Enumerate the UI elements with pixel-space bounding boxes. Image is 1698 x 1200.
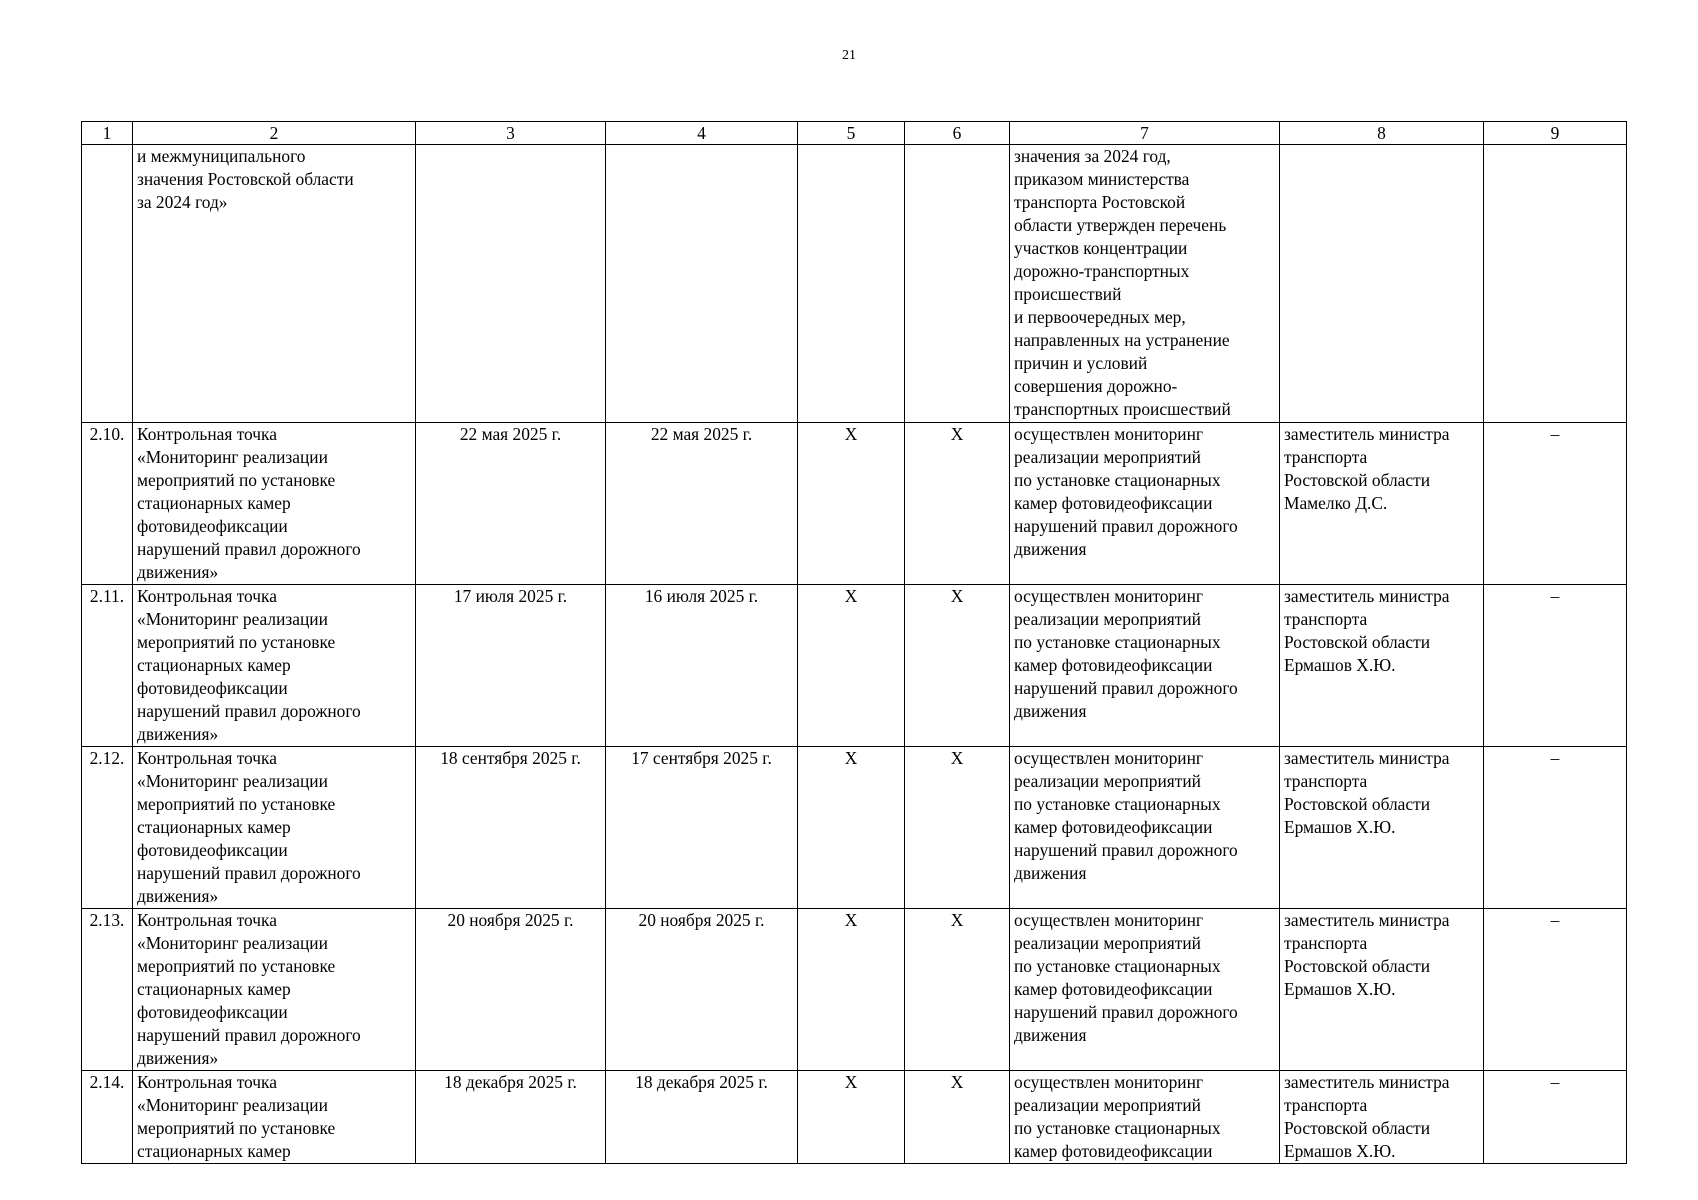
row-note: – (1484, 1071, 1627, 1164)
row-note: – (1484, 585, 1627, 747)
row-col6: Х (905, 423, 1010, 585)
row-result: осуществлен мониторинг реализации мероприятий по установке стационарных камер фотовидеофиксации (1010, 1071, 1280, 1164)
row-note: – (1484, 423, 1627, 585)
table-row (82, 145, 1627, 423)
row-actual-date: 22 мая 2025 г. (606, 423, 798, 585)
table-row (82, 1071, 1627, 1164)
page-number: 21 (842, 48, 856, 63)
row-actual-date: 20 ноября 2025 г. (606, 909, 798, 1071)
row-col6: Х (905, 585, 1010, 747)
column-header: 1 (82, 122, 133, 145)
table-row (82, 423, 1627, 585)
row-col5: Х (798, 909, 905, 1071)
row-planned-date (416, 145, 606, 423)
row-col6: Х (905, 1071, 1010, 1164)
row-col6: Х (905, 747, 1010, 909)
row-number (82, 145, 133, 423)
row-number: 2.13. (82, 909, 133, 1071)
column-header: 2 (133, 122, 416, 145)
row-planned-date: 20 ноября 2025 г. (416, 909, 606, 1071)
row-result: осуществлен мониторинг реализации мероприятий по установке стационарных камер фотовидеофиксации нарушений правил дорожного движения (1010, 585, 1280, 747)
table-row (82, 747, 1627, 909)
row-name: Контрольная точка «Мониторинг реализации мероприятий по установке стационарных камер фотовидеофиксации нарушений правил дорожного движения» (133, 909, 416, 1071)
table-row (82, 909, 1627, 1071)
row-col5: Х (798, 747, 905, 909)
row-number: 2.14. (82, 1071, 133, 1164)
row-number: 2.11. (82, 585, 133, 747)
row-actual-date: 18 декабря 2025 г. (606, 1071, 798, 1164)
row-result: осуществлен мониторинг реализации мероприятий по установке стационарных камер фотовидеофиксации нарушений правил дорожного движения (1010, 909, 1280, 1071)
row-actual-date: 16 июля 2025 г. (606, 585, 798, 747)
column-header: 6 (905, 122, 1010, 145)
row-number: 2.10. (82, 423, 133, 585)
row-note (1484, 145, 1627, 423)
row-result: значения за 2024 год, приказом министерства транспорта Ростовской области утвержден перечень участков концентрации дорожно-транспортных происшествий и первоочередных мер, направленных на устранение причин и условий совершения дорожно- транспортных происшествий (1010, 145, 1280, 423)
row-col5: Х (798, 1071, 905, 1164)
row-name: Контрольная точка «Мониторинг реализации мероприятий по установке стационарных камер фотовидеофиксации нарушений правил дорожного движения» (133, 747, 416, 909)
column-header: 4 (606, 122, 798, 145)
row-note: – (1484, 747, 1627, 909)
table-header-row (82, 122, 1627, 145)
row-col5: Х (798, 423, 905, 585)
table-row (82, 585, 1627, 747)
row-actual-date: 17 сентября 2025 г. (606, 747, 798, 909)
row-col6: Х (905, 909, 1010, 1071)
row-responsible (1280, 145, 1484, 423)
row-planned-date: 17 июля 2025 г. (416, 585, 606, 747)
row-planned-date: 18 декабря 2025 г. (416, 1071, 606, 1164)
row-result: осуществлен мониторинг реализации мероприятий по установке стационарных камер фотовидеофиксации нарушений правил дорожного движения (1010, 423, 1280, 585)
row-planned-date: 18 сентября 2025 г. (416, 747, 606, 909)
row-responsible: заместитель министра транспорта Ростовской области Ермашов Х.Ю. (1280, 909, 1484, 1071)
column-header: 9 (1484, 122, 1627, 145)
row-col6 (905, 145, 1010, 423)
row-col5: Х (798, 585, 905, 747)
row-name: Контрольная точка «Мониторинг реализации мероприятий по установке стационарных камер фотовидеофиксации нарушений правил дорожного движения» (133, 423, 416, 585)
row-name: и межмуниципального значения Ростовской области за 2024 год» (133, 145, 416, 423)
column-header: 8 (1280, 122, 1484, 145)
row-responsible: заместитель министра транспорта Ростовской области Ермашов Х.Ю. (1280, 1071, 1484, 1164)
row-responsible: заместитель министра транспорта Ростовской области Ермашов Х.Ю. (1280, 585, 1484, 747)
column-header: 7 (1010, 122, 1280, 145)
control-points-table (81, 121, 1627, 1164)
row-result: осуществлен мониторинг реализации мероприятий по установке стационарных камер фотовидеофиксации нарушений правил дорожного движения (1010, 747, 1280, 909)
column-header: 5 (798, 122, 905, 145)
row-planned-date: 22 мая 2025 г. (416, 423, 606, 585)
row-note: – (1484, 909, 1627, 1071)
row-name: Контрольная точка «Мониторинг реализации мероприятий по установке стационарных камер (133, 1071, 416, 1164)
row-responsible: заместитель министра транспорта Ростовской области Мамелко Д.С. (1280, 423, 1484, 585)
row-actual-date (606, 145, 798, 423)
row-responsible: заместитель министра транспорта Ростовской области Ермашов Х.Ю. (1280, 747, 1484, 909)
row-name: Контрольная точка «Мониторинг реализации мероприятий по установке стационарных камер фотовидеофиксации нарушений правил дорожного движения» (133, 585, 416, 747)
row-col5 (798, 145, 905, 423)
column-header: 3 (416, 122, 606, 145)
row-number: 2.12. (82, 747, 133, 909)
